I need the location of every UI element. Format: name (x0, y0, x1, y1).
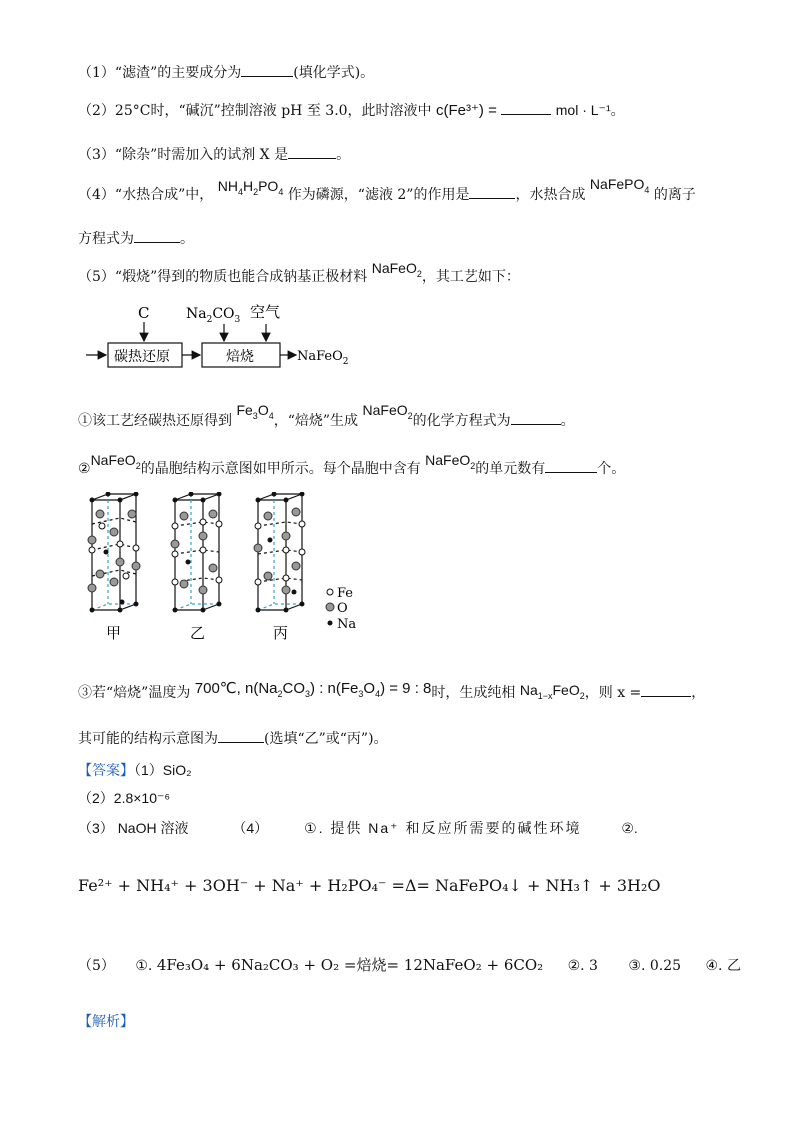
answer-3-4: （3） NaOH 溶液 （4） ①. 提供 Na⁺ 和反应所需要的碱性环境 ②. (78, 820, 638, 836)
answer-tag: 【答案】 (78, 763, 134, 779)
formula-nafepo4: NaFePO$_4$ (589, 176, 650, 195)
question-5-3-line2: 其可能的结构示意图为 (选填“乙”或“丙”)。 (78, 728, 388, 749)
question-5: （5）“煅烧”得到的物质也能合成钠基正极材料 NaFeO$_2$，其工艺如下： (78, 260, 520, 285)
crystal-structures (80, 492, 370, 642)
question-5-2: ②NaFeO$_2$的晶胞结构示意图如甲所示。每个晶胞中含有 NaFeO$_2$的单元数有 个。 (78, 452, 626, 477)
flow-box2-label: 焙烧 (226, 349, 254, 365)
question-2: （2）25°C时，“碱沉”控制溶液 pH 至 3.0，此时溶液中 c(Fe³⁺) = mol · L⁻¹。 (78, 102, 625, 119)
flow-box1-label: 碳热还原 (114, 349, 170, 365)
flow-na2co3-label: $Na_2CO_3$ (186, 306, 241, 325)
formula-condition: 700℃, $n(Na_2CO_3)$ : $n(Fe_3O_4) = 9$ : 8 (194, 680, 432, 699)
fe3-concentration: c(Fe³⁺) = (436, 102, 497, 119)
answer-header: 【答案】（1）SiO₂ (78, 762, 192, 779)
atoms-jia (88, 492, 140, 613)
question-3: （3）“除杂”时需加入的试剂 X 是 。 (78, 144, 350, 165)
answer-blank (218, 728, 264, 743)
legend-o: O (337, 601, 348, 616)
flow-product-label: NaFeO$_2$ (297, 349, 349, 367)
answer-blank (469, 184, 515, 199)
answer-blank (288, 144, 336, 159)
answer-blank (511, 410, 561, 425)
analysis-header (78, 1012, 134, 1032)
answer-blank (241, 62, 293, 77)
answer-2: （2）2.8×10⁻⁶ (78, 790, 171, 806)
flow-c-label: C (138, 304, 150, 322)
equation-4: Fe²⁺ + NH₄⁺ + 3OH⁻ + Na⁺ + H₂PO₄⁻ =Δ= NaFePO₄↓ + NH₃↑ + 3H₂O (78, 876, 661, 895)
answer-blank (134, 228, 180, 243)
flow-air-label: 空气 (250, 303, 281, 321)
crystal-legend (326, 586, 356, 632)
question-1: （1）“滤渣”的主要成分为 (填化学式)。 (78, 62, 374, 83)
formula-nh4h2po4: $NH_4H_2PO_4$ (217, 178, 284, 197)
question-5-3: ③若“焙烧”温度为 700℃, $n(Na_2CO_3)$ : $n(Fe_3O_4) = 9$ : 8时，生成纯相 $Na_{1-x}FeO_2$，则 x = ， (78, 680, 706, 701)
formula-nafeo2: NaFeO$_2$ (425, 452, 476, 471)
process-flow-diagram (78, 300, 378, 380)
question-5-1: ①该工艺经碳热还原得到 $Fe_3O_4$，“焙烧”生成 NaFeO$_2$的化学方程式为 。 (78, 402, 575, 429)
atoms-bing (254, 492, 305, 613)
question-4: （4）“水热合成”中， $NH_4H_2PO_4$ 作为磷源，“滤液 2”的作用是 ，水热合成 NaFePO$_4$ 的离子 (78, 176, 696, 203)
crystal-label-yi: 乙 (190, 624, 206, 642)
answer-5: （5） ①. 4Fe₃O₄ + 6Na₂CO₃ + O₂ =焙烧= 12NaFeO₂ + 6CO₂ ②. 3 ③. 0.25 ④. 乙 (78, 956, 741, 974)
equation-5: 4Fe₃O₄ + 6Na₂CO₃ + O₂ =焙烧= 12NaFeO₂ + 6CO₂ (156, 956, 544, 974)
question-number: （1） (78, 65, 115, 81)
formula-nafeo2: NaFeO$_2$ (371, 260, 422, 279)
crystal-label-jia: 甲 (106, 624, 122, 642)
crystal-label-bing: 丙 (273, 624, 289, 642)
question-4-line2: 方程式为 。 (78, 228, 194, 249)
formula-na1xfeo2: $Na_{1-x}FeO_2$ (519, 682, 585, 701)
answer-blank (501, 100, 551, 115)
analysis-tag: 【解析】 (78, 1014, 134, 1030)
answer-blank (641, 682, 691, 697)
legend-na: Na (337, 617, 357, 632)
atoms-yi (171, 492, 222, 613)
formula-nafeo2: NaFeO$_2$ (90, 452, 141, 471)
legend-fe: Fe (337, 586, 354, 601)
formula-fe3o4: $Fe_3O_4$ (236, 402, 274, 421)
answer-blank (545, 458, 597, 473)
formula-nafeo2: NaFeO$_2$ (362, 402, 413, 421)
